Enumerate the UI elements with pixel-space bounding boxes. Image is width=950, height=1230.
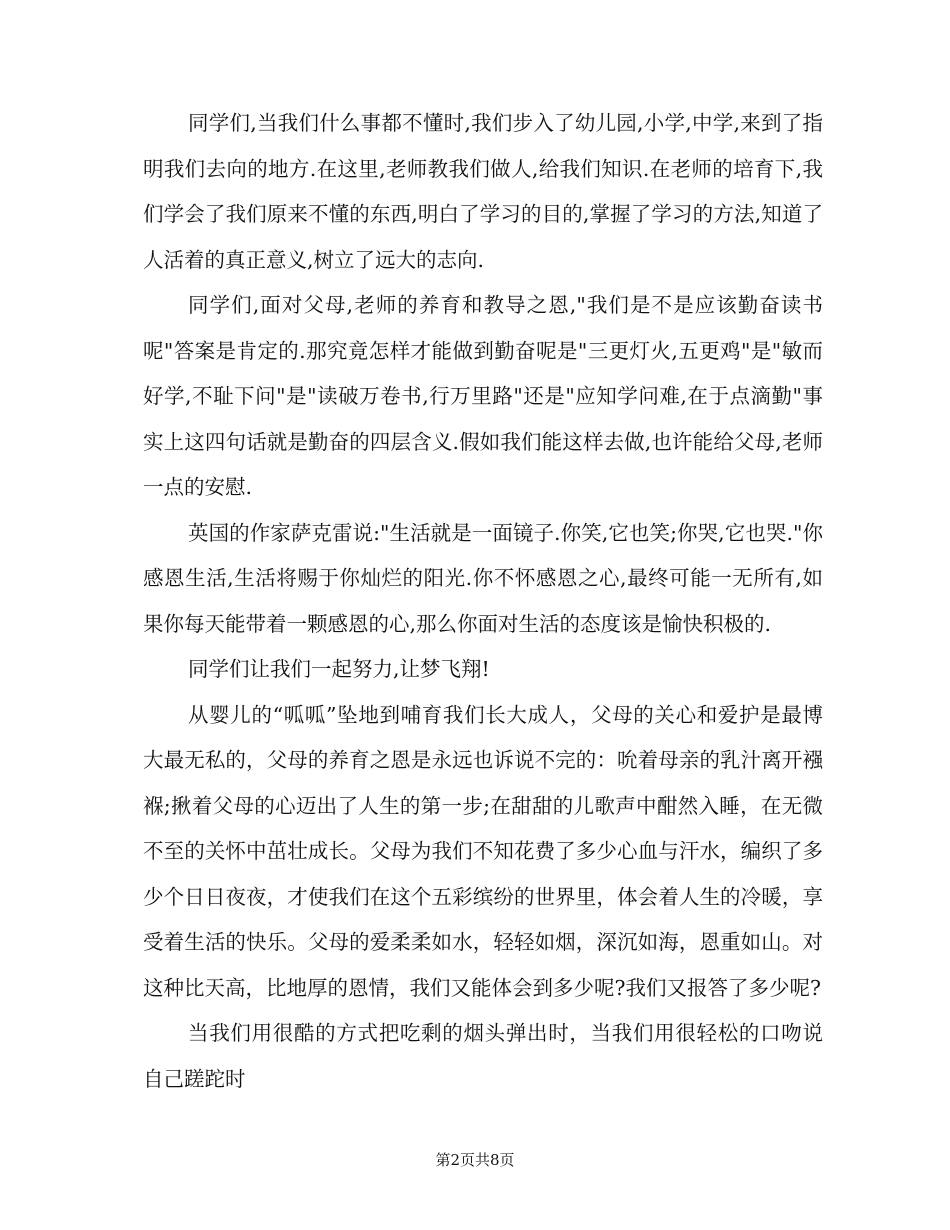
paragraph: 英国的作家萨克雷说:"生活就是一面镜子.你笑,它也笑;你哭,它也哭."你感恩生活,生活将赐于你灿烂的阳光.你不怀感恩之心,最终可能一无所有,如果你每天能带着一颗感恩的心,那么你面对生活的态度该是愉快积极的. [143, 520, 823, 636]
paragraph: 同学们,当我们什么事都不懂时,我们步入了幼儿园,小学,中学,来到了指明我们去向的地方.在这里,老师教我们做人,给我们知识.在老师的培育下,我们学会了我们原来不懂的东西,明白了学习的目的,掌握了学习的方法,知道了人活着的真正意义,树立了远大的志向. [143, 111, 823, 272]
paragraph: 当我们用很酷的方式把吃剩的烟头弹出时，当我们用很轻松的口吻说自己蹉跎时 [143, 1021, 823, 1091]
paragraph: 从婴儿的“呱呱”坠地到哺育我们长大成人，父母的关心和爱护是最博大最无私的，父母的养育之恩是永远也诉说不完的：吮着母亲的乳汁离开襁褓;揪着父母的心迈出了人生的第一步;在甜甜的儿歌声中酣然入睡，在无微不至的关怀中茁壮成长。父母为我们不知花费了多少心血与汗水，编织了多少个日日夜夜，才使我们在这个五彩缤纷的世界里，体会着人生的冷暖，享受着生活的快乐。父母的爱柔柔如水，轻轻如烟，深沉如海，恩重如山。对这种比天高，比地厚的恩情，我们又能体会到多少呢?我们又报答了多少呢? [143, 702, 823, 1000]
paragraph: 同学们,面对父母,老师的养育和教导之恩,"我们是不是应该勤奋读书呢"答案是肯定的.那究竟怎样才能做到勤奋呢是"三更灯火,五更鸡"是"敏而好学,不耻下问"是"读破万卷书,行万里路"还是"应知学问难,在于点滴勤"事实上这四句话就是勤奋的四层含义.假如我们能这样去做,也许能给父母,老师一点的安慰. [143, 293, 823, 499]
page-number-footer: 第2页共8页 [435, 1151, 515, 1169]
document-body [143, 101, 823, 1102]
paragraph: 同学们让我们一起努力,让梦飞翔! [188, 657, 490, 681]
